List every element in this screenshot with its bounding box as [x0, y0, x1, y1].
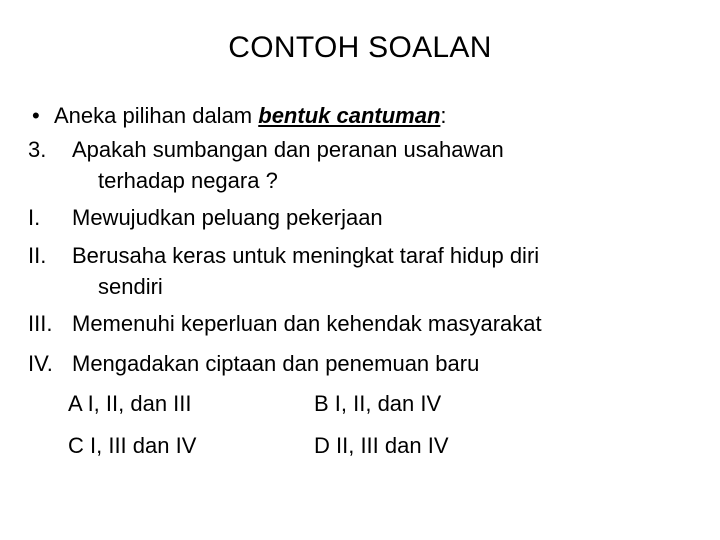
- intro-prefix: Aneka pilihan dalam: [54, 103, 259, 128]
- statement-marker: IV.: [28, 351, 53, 376]
- statement-2-cont: [28, 273, 708, 301]
- slide-body: [28, 99, 708, 463]
- option-d: D II, III dan IV: [314, 433, 449, 458]
- intro-text: [54, 99, 447, 133]
- statement-marker: I.: [28, 205, 41, 230]
- statement-3: [28, 307, 708, 341]
- question-line-2: [28, 167, 708, 195]
- options-row-1: [28, 387, 708, 421]
- question-text-1: Apakah sumbangan dan peranan usahawan: [72, 137, 504, 162]
- statement-text: Memenuhi keperluan dan kehendak masyarakat: [72, 311, 542, 336]
- intro-line: [28, 99, 708, 133]
- statement-text: Berusaha keras untuk meningkat taraf hidup diri: [72, 243, 540, 268]
- statement-text: Mengadakan ciptaan dan penemuan baru: [72, 351, 480, 376]
- option-c: C I, III dan IV: [68, 433, 197, 458]
- statement-4: [28, 347, 708, 381]
- question-line-1: [28, 133, 708, 167]
- statement-1: [28, 201, 708, 235]
- statement-2: [28, 239, 708, 273]
- question-number: 3.: [28, 137, 47, 162]
- intro-emphasis: bentuk cantuman: [258, 103, 441, 128]
- question-text-2: terhadap negara ?: [98, 168, 278, 193]
- option-a: A I, II, dan III: [68, 391, 192, 416]
- statement-marker: III.: [28, 311, 53, 336]
- options-row-2: [28, 429, 708, 463]
- option-b: B I, II, dan IV: [314, 391, 442, 416]
- statement-text-cont: sendiri: [98, 274, 163, 299]
- intro-suffix: :: [440, 103, 447, 128]
- statement-text: Mewujudkan peluang pekerjaan: [72, 205, 383, 230]
- bullet-icon: •: [32, 103, 40, 128]
- statement-marker: II.: [28, 243, 47, 268]
- slide-title: CONTOH SOALAN: [228, 31, 492, 64]
